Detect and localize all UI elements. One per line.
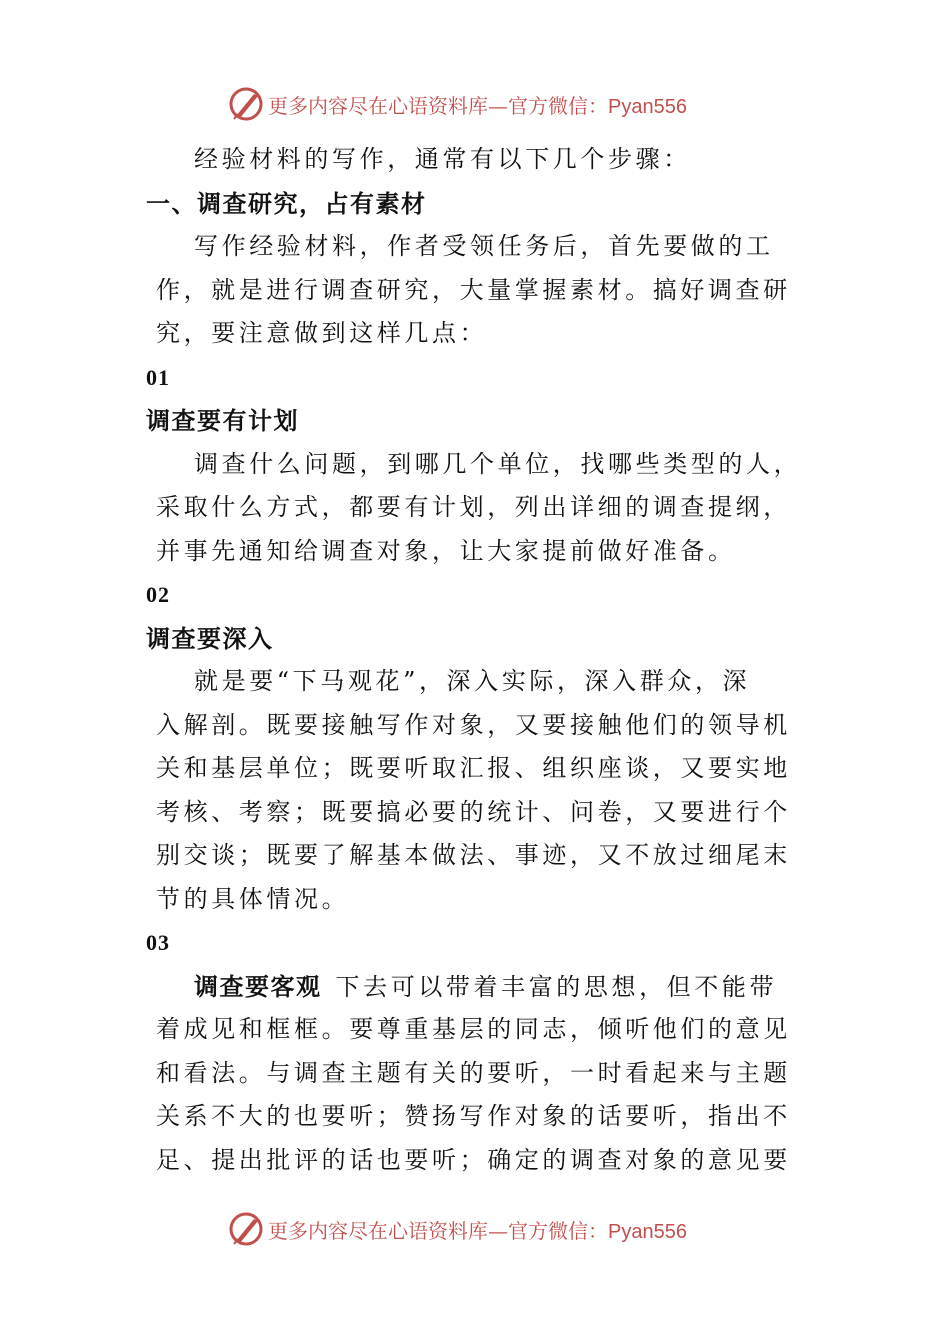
item-title: 调查要客观 [194,971,322,1001]
item-number: 01 [146,364,170,390]
item-title: 调查要有计划 [146,406,299,435]
paragraph-line: 采取什么方式，都要有计划，列出详细的调查提纲， [156,493,791,521]
paragraph-line: 写作经验材料，作者受领任务后，首先要做的工 [194,232,774,260]
paragraph-line: 节的具体情况。 [156,884,350,913]
paragraph-line: 和看法。与调查主题有关的要听，一时看起来与主题 [156,1058,791,1087]
paragraph-line: 调查什么问题，到哪几个单位，找哪些类型的人， [194,449,802,478]
paragraph-line: 就是要“下马观花”，深入实际，深入群众，深 [194,667,751,695]
paragraph-line: 关和基层单位；既要听取汇报、组织座谈，又要实地 [156,754,791,782]
quill-logo-icon [228,1211,264,1247]
banner-text: 更多内容尽在心语资料库—官方微信：Pyan556 [268,93,687,118]
header-banner [228,86,687,122]
item-title: 调查要深入 [146,623,274,653]
section-heading: 一、调查研究，占有素材 [146,188,427,218]
paragraph-line: 别交谈；既要了解基本做法、事迹，又不放过细尾末 [156,841,791,869]
intro-paragraph: 经验材料的写作，通常有以下几个步骤： [194,145,691,173]
item-number: 02 [146,582,170,607]
paragraph-line: 并事先通知给调查对象，让大家提前做好准备。 [156,536,736,565]
paragraph-line: 足、提出批评的话也要听；确定的调查对象的意见要 [156,1145,791,1174]
paragraph-line: 关系不大的也要听；赞扬写作对象的话要听，指出不 [156,1102,791,1130]
item-number: 03 [146,930,170,955]
paragraph-line [146,965,796,1009]
quill-logo-icon [228,86,264,122]
paragraph-line: 作，就是进行调查研究，大量掌握素材。搞好调查研 [156,275,791,304]
paragraph-line: 考核、考察；既要搞必要的统计、问卷，又要进行个 [156,797,791,826]
paragraph-line: 究，要注意做到这样几点： [156,319,488,347]
footer-banner [228,1211,687,1247]
banner-text: 更多内容尽在心语资料库—官方微信：Pyan556 [268,1218,687,1243]
paragraph-line: 着成见和框框。要尊重基层的同志，倾听他们的意见 [156,1015,791,1043]
paragraph-line: 入解剖。既要接触写作对象，又要接触他们的领导机 [156,710,791,739]
inline-text: 下去可以带着丰富的思想，但不能带 [335,972,778,1001]
document-body [146,138,802,1182]
